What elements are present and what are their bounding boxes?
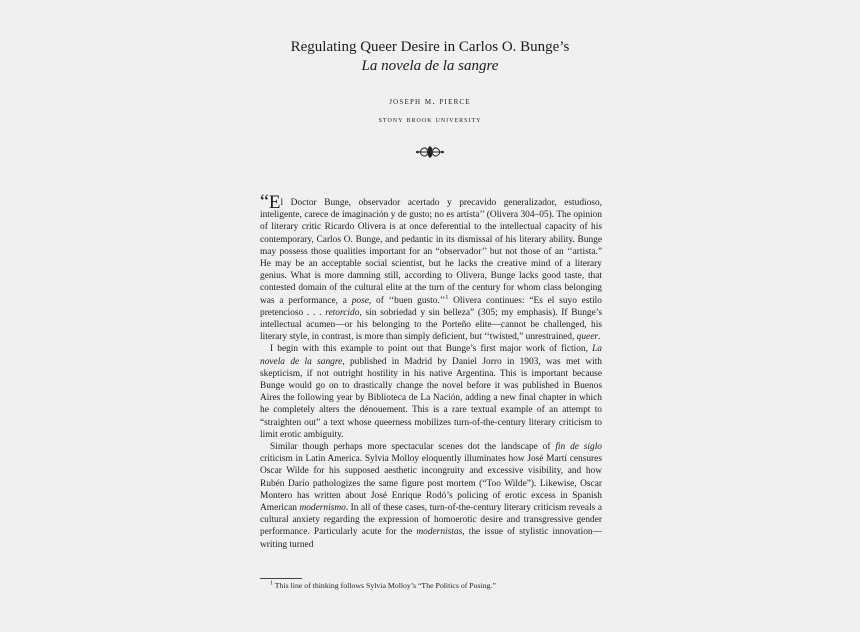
italic-term: modernismo bbox=[299, 503, 346, 514]
author-affiliation: stony brook university bbox=[378, 115, 482, 124]
paragraph-text: I begin with this example to point out that Bunge’s first major work of fiction, bbox=[270, 344, 593, 355]
italic-term: fin de siglo bbox=[555, 442, 602, 453]
article-title: Regulating Queer Desire in Carlos O. Bunge’s bbox=[290, 39, 570, 55]
italic-term: retorcido bbox=[325, 307, 360, 318]
footnote-marker[interactable]: 1 bbox=[445, 294, 449, 301]
paragraph-text: l Doctor Bunge, observador acertado y precavido generalizador, estudioso, inteligente, carece de imaginación y de gusto; no es artista’’ (Olivera 304–05). The opinion of literary critic Ricardo Olivera is at once deferential to the intellectual capacity of his contemporary, Carlos O. Bunge, and pedantic in its dismissal of his literary ability. Bunge may possess those qualities important for an “observador’’ but not those of an ‘‘artista.” He may be an acceptable social scientist, but he lacks the creative mind of a literary genius. What is more damning still, according to Olivera, Bunge lacks good taste, that contested domain of the cultural elite at the turn of the century for whom class belonging was a performance, a bbox=[260, 198, 602, 306]
paragraph-text: criticism in Latin America. Sylvia Molloy eloquently illuminates how José Martí censures Oscar Wilde for his supposed aesthetic incongruity and excessive visibility, and how Rubén Darío pathologizes the same figure post mortem (“Too Wilde”). Likewise, Oscar Montero has written about José Enrique Rodó’s policing of erotic excess in Spanish American bbox=[260, 454, 602, 514]
author-name: joseph m. pierce bbox=[389, 97, 471, 107]
footnote-text: This line of thinking follows Sylvia Molloy’s “The Politics of Posing.” bbox=[273, 581, 496, 590]
drop-cap: E bbox=[268, 192, 281, 213]
paragraph-text: . bbox=[598, 332, 601, 343]
paragraph-text: Olivera continues: “Es el suyo estilo pretencioso . . . bbox=[260, 295, 602, 318]
paragraph-text: , the issue of stylistic innovation—writing turned bbox=[260, 527, 602, 550]
paragraph-text: , of ‘‘buen gusto.’’ bbox=[368, 295, 446, 306]
italic-title: La novela de la sangre bbox=[260, 344, 602, 367]
body-paragraph-2 bbox=[260, 343, 602, 441]
opening-quote-mark: “ bbox=[260, 191, 269, 213]
footnote bbox=[270, 581, 602, 591]
paragraph-text: Similar though perhaps more spectacular scenes dot the landscape of bbox=[270, 442, 556, 453]
article-body bbox=[260, 191, 602, 551]
italic-term: modernistas bbox=[416, 527, 463, 538]
body-paragraph-1 bbox=[260, 191, 602, 343]
italic-term: pose bbox=[351, 295, 369, 306]
footnote-number: 1 bbox=[270, 580, 273, 587]
article-title-italic: La novela de la sangre bbox=[361, 58, 499, 74]
paragraph-text: , published in Madrid by Daniel Jorro in 1903, was met with skepticism, if not outright hostility in his native Argentina. This is important because Bunge would go on to drastically change the novel before it was published in Buenos Aires the following year by Biblioteca de La Nación, adding a new final chapter in which he completely alters the dénouement. This is a rare textual example of an attempt to “straighten out” a text whose queerness mobilizes turn-of-the-century literary criticism to limit erotic ambiguity. bbox=[260, 356, 602, 440]
body-paragraph-3 bbox=[260, 441, 602, 551]
italic-term: queer bbox=[576, 332, 599, 343]
footnote-divider bbox=[260, 578, 302, 579]
paragraph-text: . In all of these cases, turn-of-the-century literary criticism reveals a cultural anxiety regarding the expression of homoerotic desire and transgressive gender performance. Particularly acute for the bbox=[260, 503, 602, 538]
fleuron-ornament-icon bbox=[415, 145, 445, 159]
paragraph-text: , sin sobriedad y sin belleza” (305; my emphasis). If Bunge’s intellectual acumen—or his belonging to the Porteño elite—cannot be challenged, his literary style, in contrast, is more than simply deficient, but ‘‘twisted,” unrestrained, bbox=[260, 307, 602, 343]
